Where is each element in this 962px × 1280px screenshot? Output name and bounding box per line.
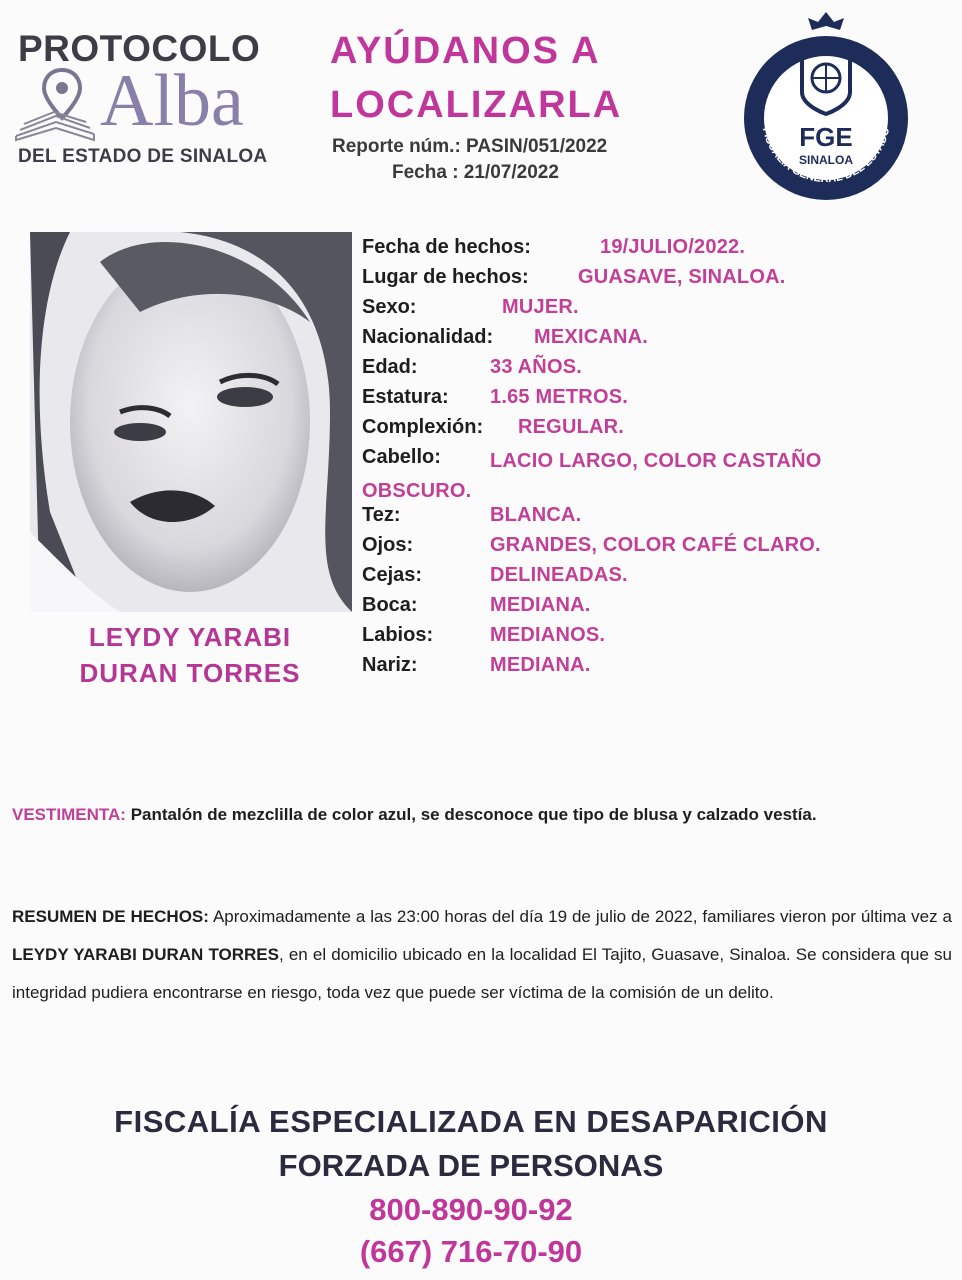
detail-label: Nacionalidad: bbox=[362, 326, 494, 348]
detail-row-edad bbox=[362, 356, 942, 386]
detail-row-nariz bbox=[362, 654, 942, 684]
detail-label: Sexo: bbox=[362, 296, 417, 318]
detail-row-tez bbox=[362, 504, 942, 534]
eagle-icon bbox=[808, 12, 844, 30]
detail-value: MEDIANA. bbox=[490, 594, 591, 616]
headline-line-2: LOCALIZARLA bbox=[330, 84, 623, 126]
summary-text-before: Aproximadamente a las 23:00 horas del día 19 de julio de 2022, familiares vieron por última vez a bbox=[212, 907, 952, 926]
detail-value: GUASAVE, SINALOA. bbox=[578, 266, 786, 288]
detail-label: Cejas: bbox=[362, 564, 423, 586]
alba-subtitle: DEL ESTADO DE SINALOA bbox=[18, 146, 268, 167]
fge-sinaloa-seal-logo bbox=[738, 8, 914, 208]
map-pin-icon bbox=[44, 70, 80, 118]
summary-text-after: , en el domicilio ubicado en la localidad El Tajito, Guasave, Sinaloa. Se considera que su integridad pudiera encontrarse en riesgo, toda vez que puede ser víctima de la comisión de un delito. bbox=[12, 945, 952, 1002]
detail-value: LACIO LARGO, COLOR CASTAÑO OBSCURO. bbox=[362, 450, 822, 502]
missing-person-photo bbox=[30, 232, 352, 612]
detail-value: MEXICANA. bbox=[534, 326, 649, 348]
detail-label: Tez: bbox=[362, 504, 401, 526]
report-number: Reporte núm.: PASIN/051/2022 bbox=[332, 136, 608, 157]
summary-person-name: LEYDY YARABI DURAN TORRES bbox=[12, 945, 279, 964]
detail-row-labios bbox=[362, 624, 942, 654]
detail-row-cabello bbox=[362, 446, 942, 504]
clothing-text: Pantalón de mezclilla de color azul, se desconoce que tipo de blusa y calzado vestía. bbox=[130, 805, 817, 824]
detail-label: Estatura: bbox=[362, 386, 449, 408]
phone-number-1[interactable]: 800-890-90-92 bbox=[369, 1192, 573, 1227]
detail-value: REGULAR. bbox=[518, 416, 625, 438]
report-date: Fecha : 21/07/2022 bbox=[392, 162, 559, 183]
phone-number-2[interactable]: (667) 716-70-90 bbox=[359, 1234, 583, 1269]
detail-label: Cabello: bbox=[362, 446, 441, 468]
detail-value: GRANDES, COLOR CAFÉ CLARO. bbox=[490, 534, 821, 556]
open-book-icon bbox=[16, 112, 94, 140]
detail-label: Complexión: bbox=[362, 416, 484, 438]
detail-value: MUJER. bbox=[502, 296, 579, 318]
detail-label: Ojos: bbox=[362, 534, 414, 556]
detail-row-lugar-hechos bbox=[362, 266, 942, 296]
detail-value: 19/JULIO/2022. bbox=[600, 236, 746, 258]
alba-wordmark: Alba bbox=[100, 60, 244, 142]
person-name-line-2: DURAN TORRES bbox=[79, 658, 301, 688]
detail-label: Nariz: bbox=[362, 654, 418, 676]
detail-label: Edad: bbox=[362, 356, 418, 378]
detail-label: Boca: bbox=[362, 594, 418, 616]
detail-value: MEDIANOS. bbox=[490, 624, 606, 646]
detail-label: Fecha de hechos: bbox=[362, 236, 531, 258]
person-name-line-1: LEYDY YARABI bbox=[88, 622, 292, 652]
detail-row-sexo bbox=[362, 296, 942, 326]
detail-row-complexion bbox=[362, 416, 942, 446]
detail-value: 1.65 METROS. bbox=[490, 386, 628, 408]
seal-ring-text: FISCALÍA GENERAL DEL ESTADO bbox=[759, 126, 893, 186]
clothing-label: VESTIMENTA: bbox=[12, 805, 126, 824]
summary-label: RESUMEN DE HECHOS: bbox=[12, 907, 209, 926]
detail-row-cejas bbox=[362, 564, 942, 594]
detail-value: BLANCA. bbox=[490, 504, 582, 526]
detail-row-nacionalidad bbox=[362, 326, 942, 356]
person-details-list bbox=[362, 236, 942, 684]
agency-name-line-1: FISCALÍA ESPECIALIZADA EN DESAPARICIÓN bbox=[114, 1104, 828, 1139]
detail-row-boca bbox=[362, 594, 942, 624]
detail-row-estatura bbox=[362, 386, 942, 416]
summary-paragraph bbox=[12, 898, 952, 1012]
protocolo-heading: PROTOCOLO bbox=[18, 28, 261, 69]
detail-value: 33 AÑOS. bbox=[490, 356, 583, 378]
agency-name-line-2: FORZADA DE PERSONAS bbox=[278, 1148, 664, 1183]
detail-value: MEDIANA. bbox=[490, 654, 591, 676]
detail-row-fecha-hechos bbox=[362, 236, 942, 266]
detail-value: DELINEADAS. bbox=[490, 564, 628, 586]
seal-sinaloa-text: SINALOA bbox=[799, 153, 853, 167]
seal-fge-text: FGE bbox=[799, 122, 853, 152]
clothing-paragraph bbox=[12, 800, 952, 830]
detail-row-ojos bbox=[362, 534, 942, 564]
detail-label: Labios: bbox=[362, 624, 434, 646]
headline-line-1: AYÚDANOS A bbox=[330, 30, 601, 72]
detail-label: Lugar de hechos: bbox=[362, 266, 529, 288]
